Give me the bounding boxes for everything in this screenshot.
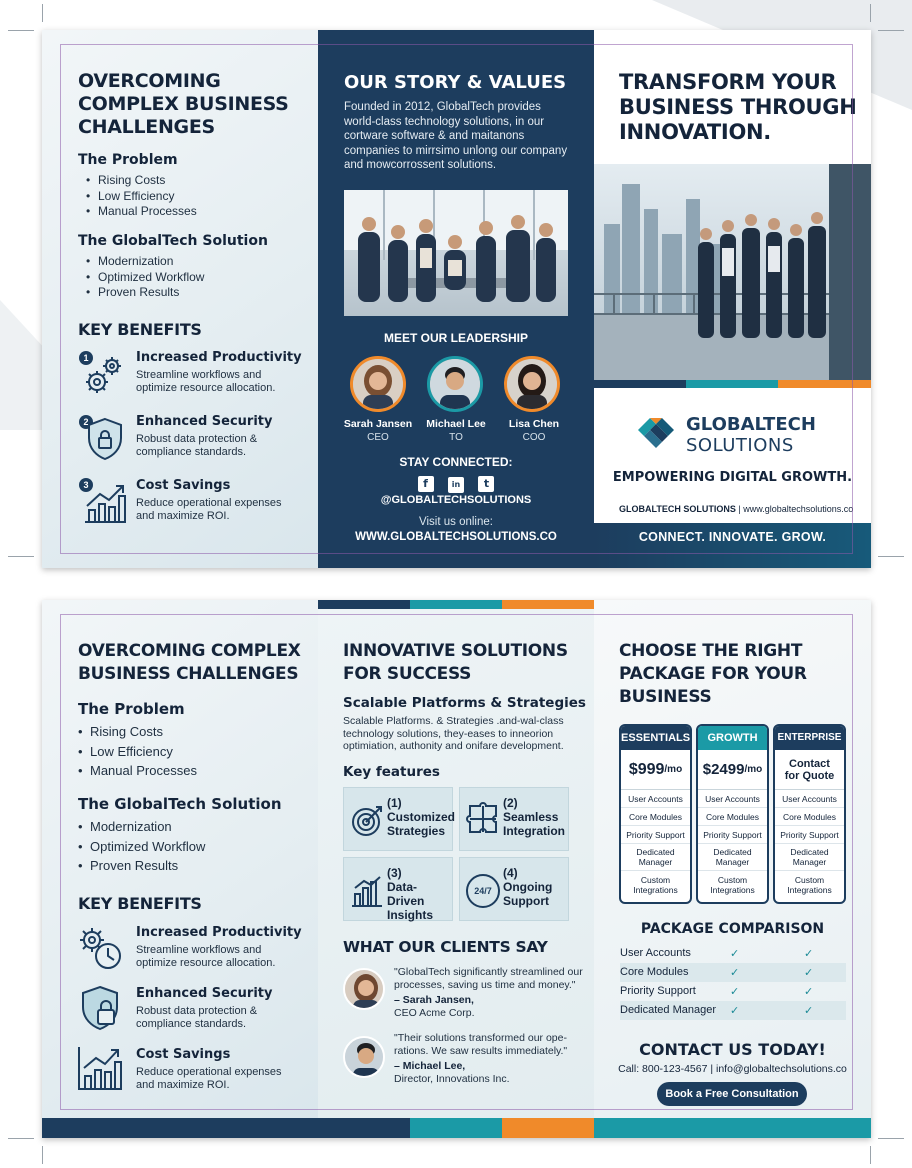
solution-list (78, 817, 205, 876)
visit-label: Visit us online: (419, 516, 493, 528)
crop-mark (870, 4, 871, 22)
package-feature: Dedicated Manager (775, 844, 844, 871)
accent-bar (686, 380, 778, 388)
problem-list (78, 722, 197, 781)
package-feature: User Accounts (698, 790, 767, 808)
benefit-number: 3 (79, 478, 93, 492)
gear-clock-icon (76, 924, 124, 972)
testimonial-position: Director, Innovations Inc. (394, 1073, 510, 1085)
feature-number: (4) (503, 866, 518, 880)
price-unit: /mo (744, 764, 763, 775)
shield-lock-icon (78, 984, 122, 1032)
crop-mark (42, 1146, 43, 1164)
support-badge-text: 24/7 (474, 886, 492, 896)
back-left-panel (42, 600, 318, 1138)
avatar (427, 356, 483, 412)
feature-number: (3) (387, 866, 402, 880)
comparison-label: User Accounts (620, 947, 691, 959)
list-item: • Optimized Workflow (86, 270, 204, 286)
growth-chart-icon (82, 480, 128, 524)
accent-bar (410, 1118, 502, 1138)
check-icon: ✓ (730, 966, 740, 979)
package-name: ESSENTIALS (621, 726, 690, 750)
feature-card (343, 857, 453, 921)
package-name: ENTERPRISE (775, 726, 844, 750)
footer-company: GLOBALTECH SOLUTIONS (619, 504, 736, 514)
package-feature: Priority Support (775, 826, 844, 844)
crop-mark (42, 4, 43, 22)
package-feature: User Accounts (621, 790, 690, 808)
avatar (343, 968, 385, 1010)
footer-contact (619, 504, 853, 514)
accent-bar (502, 600, 594, 609)
growth-chart-icon (76, 1044, 124, 1092)
package-feature: User Accounts (775, 790, 844, 808)
package-name: GROWTH (698, 726, 767, 750)
front-left-panel (42, 30, 318, 568)
testimonial-author: – Sarah Jansen, (394, 994, 474, 1006)
comparison-row (620, 982, 846, 1001)
feature-label (387, 796, 455, 838)
check-icon: ✓ (804, 966, 814, 979)
comparison-label: Priority Support (620, 985, 696, 997)
social-icons (318, 474, 594, 493)
check-icon: ✓ (730, 1004, 740, 1017)
section-title: OUR STORY & VALUES (344, 72, 567, 93)
linkedin-icon[interactable]: in (448, 477, 464, 493)
problem-heading: The Problem (78, 700, 185, 718)
benefit-title: Cost Savings (136, 1047, 231, 1062)
puzzle-icon (466, 802, 502, 838)
package-feature: Dedicated Manager (698, 844, 767, 871)
benefit-desc: Streamline workflows and optimize resource allocation. (136, 944, 276, 969)
testimonial-quote: "Their solutions transformed our ope-rations. We saw results immediately." (394, 1032, 568, 1057)
list-item: • Optimized Workflow (78, 837, 205, 857)
package-feature: Core Modules (698, 808, 767, 826)
benefit-title: Enhanced Security (136, 986, 273, 1001)
benefit-number: 1 (79, 351, 93, 365)
package-feature: Priority Support (698, 826, 767, 844)
accent-bar (594, 380, 686, 388)
social-handle: @GLOBALTECHSOLUTIONS (380, 494, 532, 506)
accent-bar (502, 1118, 594, 1138)
skyline-photo (594, 164, 871, 380)
package-feature: Custom Integrations (787, 874, 832, 895)
leader-name: Michael Lee (426, 418, 486, 430)
benefit-title: Increased Productivity (136, 925, 302, 940)
price-value: $999 (628, 760, 665, 778)
solution-heading: The GlobalTech Solution (78, 795, 282, 813)
testimonial-position: CEO Acme Corp. (394, 1007, 475, 1019)
accent-bar (318, 600, 410, 609)
comparison-row (620, 1001, 846, 1020)
feature-label (503, 866, 568, 908)
benefit-title: Increased Productivity (136, 350, 302, 365)
section-title: CHOOSE THE RIGHT PACKAGE FOR YOUR BUSINESS (619, 641, 807, 707)
list-item: • Low Efficiency (78, 742, 197, 762)
benefit-desc: Reduce operational expenses and maximize ROI. (136, 497, 282, 522)
feature-number: (1) (387, 796, 402, 810)
avatar (350, 356, 406, 412)
feature-card (459, 787, 569, 851)
bar-chart-icon (350, 874, 384, 908)
shield-lock-icon (84, 416, 126, 462)
list-item: • Proven Results (78, 856, 205, 876)
check-icon: ✓ (730, 947, 740, 960)
feature-title: Data-Driven Insights (387, 880, 434, 922)
list-item: • Low Efficiency (86, 189, 197, 205)
benefit-desc: Reduce operational expenses and maximize ROI. (136, 1066, 282, 1091)
leadership-heading: MEET OUR LEADERSHIP (383, 331, 528, 345)
check-icon: ✓ (804, 985, 814, 998)
footer-website: | www.globaltechsolutions.co (738, 504, 854, 514)
target-icon (350, 804, 384, 838)
problem-heading: The Problem (78, 152, 178, 168)
front-middle-panel (318, 30, 594, 568)
book-consultation-button[interactable]: Book a Free Consultation (657, 1082, 807, 1106)
comparison-row (620, 944, 846, 963)
cover-title: TRANSFORM YOUR BUSINESS THROUGH INNOVATION. (619, 70, 857, 144)
list-item: • Manual Processes (86, 204, 197, 220)
list-item: • Manual Processes (78, 761, 197, 781)
globaltech-logo-icon (632, 410, 680, 450)
intro-text: Scalable Platforms. & Strategies .and-wal-class technology solutions, they-eases to inneorion optimiation, authonity and onifare development. (343, 715, 564, 752)
package-feature: Priority Support (621, 826, 690, 844)
list-item: • Modernization (86, 254, 204, 270)
comparison-heading: PACKAGE COMPARISON (640, 921, 825, 937)
feature-label (503, 796, 568, 838)
price-value: $2499 (702, 761, 745, 778)
benefit-number: 2 (79, 415, 93, 429)
crop-mark (878, 1138, 904, 1139)
accent-bar (42, 1118, 318, 1138)
list-item: • Modernization (78, 817, 205, 837)
feature-card (459, 857, 569, 921)
package-card-growth[interactable] (696, 724, 769, 904)
support-24-7-icon (466, 874, 500, 908)
benefits-heading: KEY BENEFITS (78, 320, 202, 339)
gears-icon (82, 352, 128, 398)
clients-heading: WHAT OUR CLIENTS SAY (343, 938, 548, 956)
leader-name: Lisa Chen (508, 418, 560, 430)
front-right-panel (594, 30, 871, 568)
list-item: • Rising Costs (78, 722, 197, 742)
leader-name: Sarah Jansen (343, 418, 413, 430)
crop-mark (8, 556, 34, 557)
twitter-icon[interactable]: t (478, 476, 494, 492)
back-middle-panel (318, 600, 594, 1138)
brochure-back-sheet (42, 600, 871, 1138)
team-photo (344, 190, 568, 316)
benefit-title: Cost Savings (136, 478, 231, 493)
contact-heading: CONTACT US TODAY! (639, 1040, 826, 1059)
solution-heading: The GlobalTech Solution (78, 233, 268, 249)
accent-bar (318, 1118, 410, 1138)
package-price (775, 750, 844, 790)
crop-mark (878, 556, 904, 557)
crop-mark (870, 1146, 871, 1164)
contact-details: Call: 800-123-4567 | info@globaltechsolutions.co (618, 1063, 847, 1075)
brochure-front-sheet (42, 30, 871, 568)
package-feature: Custom Integrations (633, 874, 678, 895)
crop-mark (8, 1138, 34, 1139)
benefits-heading: KEY BENEFITS (78, 894, 202, 913)
price-unit: /mo (664, 764, 683, 775)
check-icon: ✓ (804, 947, 814, 960)
crop-mark (878, 30, 904, 31)
problem-list (86, 173, 197, 220)
list-item: • Proven Results (86, 285, 204, 301)
leader-role: COO (522, 432, 546, 443)
package-card-essentials[interactable] (619, 724, 692, 904)
list-item: • Rising Costs (86, 173, 197, 189)
facebook-icon[interactable]: f (418, 476, 434, 492)
package-feature: Core Modules (621, 808, 690, 826)
section-subtitle: Scalable Platforms & Strategies (343, 695, 586, 711)
accent-bar (594, 1118, 871, 1138)
testimonial-author: – Michael Lee, (394, 1060, 466, 1072)
leader-role: TO (449, 432, 463, 443)
package-price (621, 750, 690, 790)
leader-role: CEO (367, 432, 389, 443)
check-icon: ✓ (804, 1004, 814, 1017)
feature-label (387, 866, 452, 922)
package-feature: Custom Integrations (710, 874, 755, 895)
package-feature: Dedicated Manager (621, 844, 690, 871)
feature-title: Customized Strategies (387, 810, 456, 838)
accent-bar (778, 380, 871, 388)
brand-name: GLOBALTECH (686, 414, 816, 435)
brand-subname: SOLUTIONS (686, 435, 794, 456)
benefit-desc: Streamline workflows and optimize resource allocation. (136, 369, 276, 394)
page-title: OVERCOMING COMPLEX BUSINESS CHALLENGES (78, 641, 301, 684)
feature-title: Seamless Integration (503, 810, 565, 838)
bottom-banner-text: CONNECT. INNOVATE. GROW. (638, 530, 827, 544)
feature-title: Ongoing Support (503, 880, 553, 908)
story-text: Founded in 2012, GlobalTech provides world-class technology solutions, in our cortware software & and maitanons companies to mirrsimo unlong our company and mowcorrossent solutions. (344, 101, 568, 171)
avatar (504, 356, 560, 412)
website-link[interactable]: WWW.GLOBALTECHSOLUTIONS.CO (355, 531, 557, 543)
stay-connected-label: STAY CONNECTED: (399, 455, 513, 469)
solution-list (86, 254, 204, 301)
package-card-enterprise[interactable] (773, 724, 846, 904)
avatar (343, 1036, 385, 1078)
package-feature: Core Modules (775, 808, 844, 826)
comparison-label: Dedicated Manager (620, 1004, 717, 1016)
feature-number: (2) (503, 796, 518, 810)
accent-bar (410, 600, 502, 609)
benefit-title: Enhanced Security (136, 414, 273, 429)
features-heading: Key features (343, 764, 440, 780)
testimonial-quote: "GlobalTech significantly streamlined our processes, saving us time and money." (394, 966, 583, 991)
price-value: Contact for Quote (784, 757, 835, 782)
section-title: INNOVATIVE SOLUTIONS FOR SUCCESS (343, 641, 568, 684)
benefit-desc: Robust data protection & compliance standards. (136, 1005, 258, 1030)
crop-mark (8, 30, 34, 31)
back-right-panel (594, 600, 871, 1138)
page-title: OVERCOMING COMPLEX BUSINESS CHALLENGES (78, 70, 289, 138)
comparison-label: Core Modules (620, 966, 689, 978)
feature-card (343, 787, 456, 851)
package-price (698, 750, 767, 790)
check-icon: ✓ (730, 985, 740, 998)
tagline: EMPOWERING DIGITAL GROWTH. (612, 470, 853, 485)
benefit-desc: Robust data protection & compliance standards. (136, 433, 258, 458)
comparison-row (620, 963, 846, 982)
